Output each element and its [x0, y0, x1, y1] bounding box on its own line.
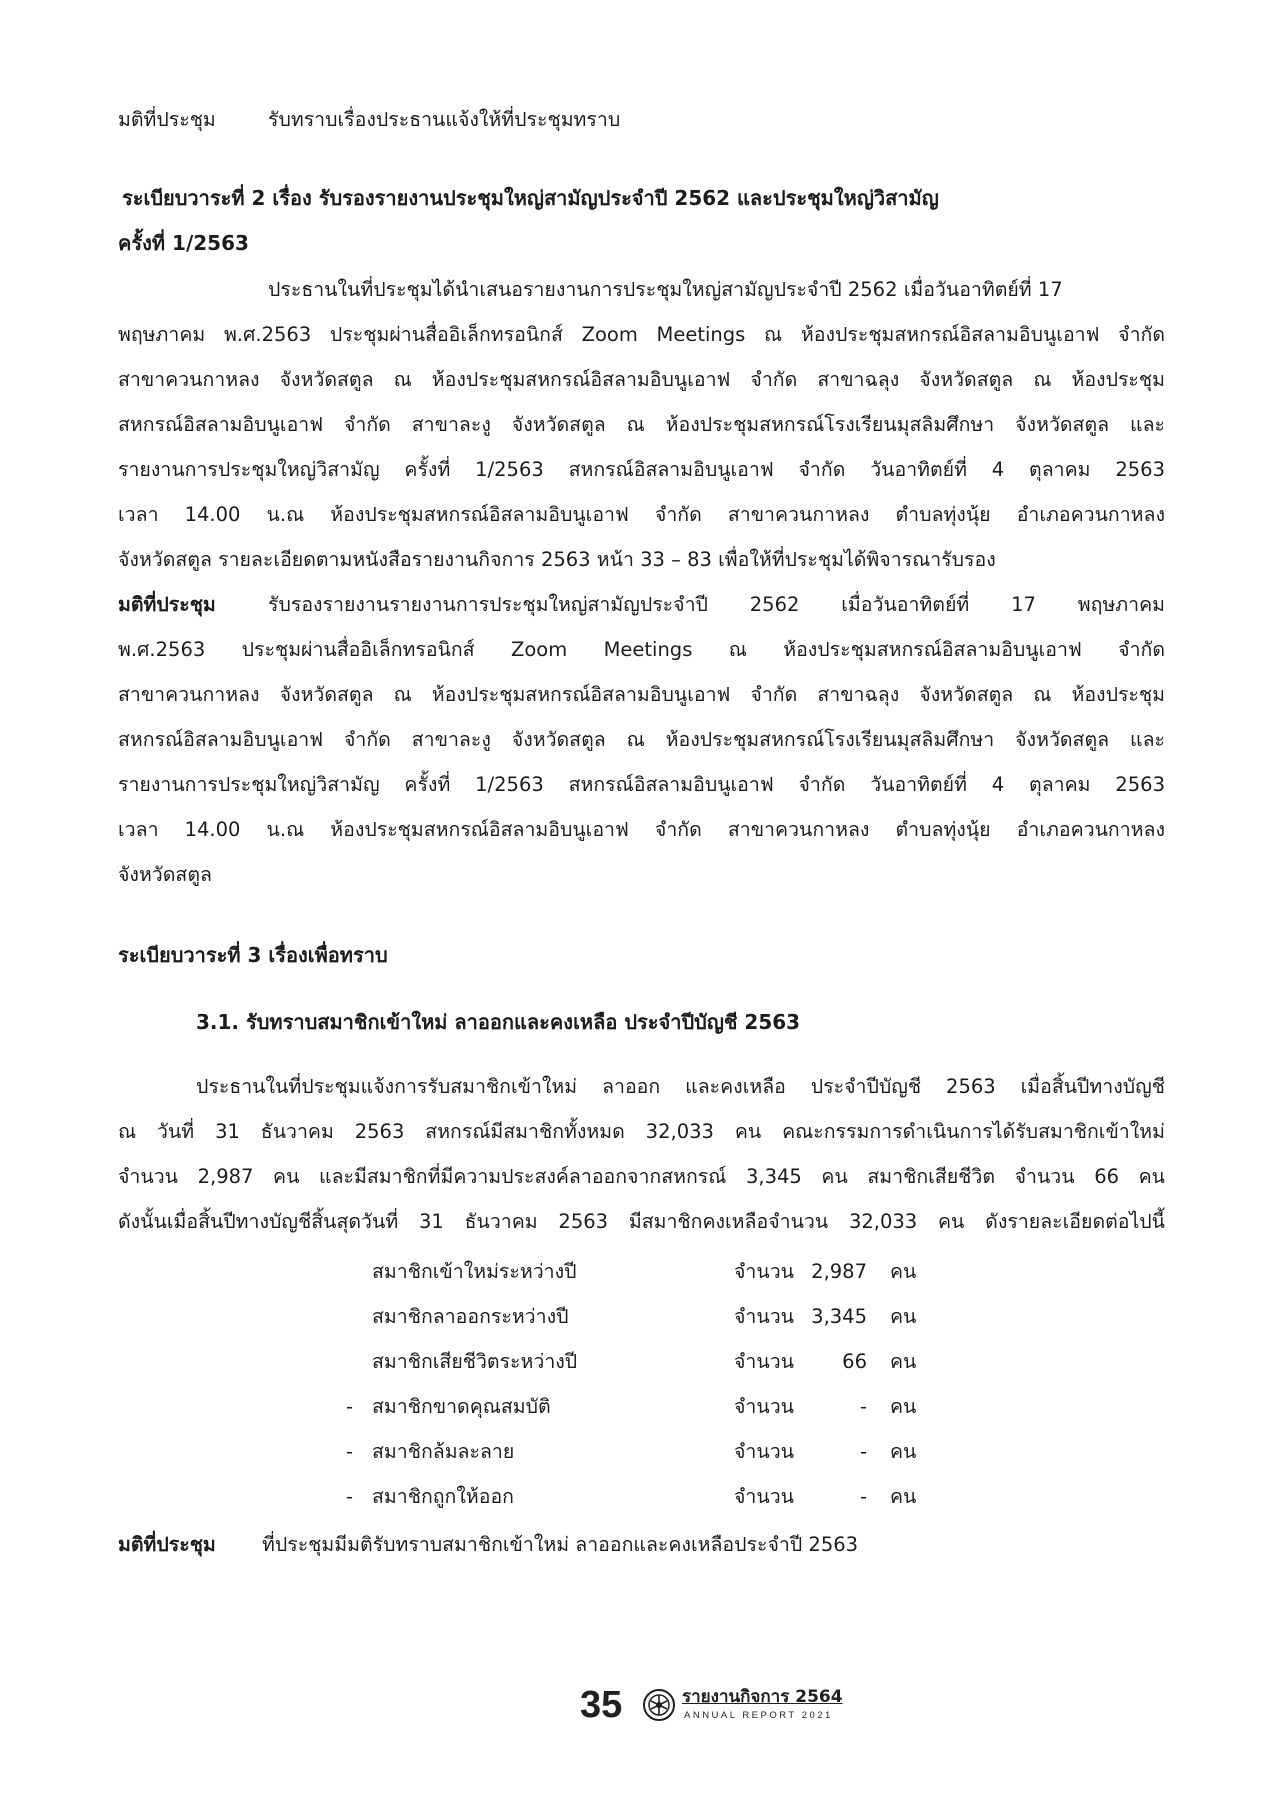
report-title: รายงานกิจการ 2564: [682, 1687, 843, 1707]
agenda2-paragraph-line: สาขาควนกาหลง จังหวัดสตูล ณ ห้องประชุมสหกรณ์อิสลามอิบนูเอาฟ จำกัด สาขาฉลุง จังหวัดสตูล ณ ห้องประชุม: [118, 368, 1165, 391]
row-unit: คน: [890, 1350, 917, 1373]
agenda2-paragraph-line: จังหวัดสตูล รายละเอียดตามหนังสือรายงานกิจการ 2563 หน้า 33 – 83 เพื่อให้ที่ประชุมได้พิจารณารับรอง: [118, 548, 996, 571]
row-name: สมาชิกขาดคุณสมบัติ: [372, 1395, 551, 1418]
row-quantity-value: 2,987: [811, 1260, 867, 1283]
agenda2-resolution-line: เวลา 14.00 น.ณ ห้องประชุมสหกรณ์อิสลามอิบนูเอาฟ จำกัด สาขาควนกาหลง ตำบลทุ่งนุ้ย อำเภอควนกาหลง: [118, 818, 1165, 841]
agenda2-resolution-line: รับรองรายงานรายงานการประชุมใหญ่สามัญประจำปี 2562 เมื่อวันอาทิตย์ที่ 17 พฤษภาคม: [268, 593, 1165, 616]
row-quantity-label: จำนวน: [734, 1440, 794, 1463]
agenda3-heading: ระเบียบวาระที่ 3 เรื่องเพื่อทราบ: [118, 943, 388, 967]
row-dash: -: [346, 1485, 354, 1508]
report-subtitle: ANNUAL REPORT 2021: [684, 1710, 833, 1721]
agenda2-heading-cont: ครั้งที่ 1/2563: [118, 231, 249, 255]
row-quantity-label: จำนวน: [734, 1305, 794, 1328]
member-row: [346, 1256, 936, 1288]
agenda2-resolution-line: รายงานการประชุมใหญ่วิสามัญ ครั้งที่ 1/2563 สหกรณ์อิสลามอิบนูเอาฟ จำกัด วันอาทิตย์ที่ 4 ตุลาคม 2563: [118, 773, 1165, 796]
agenda3-sub-heading: 3.1. รับทราบสมาชิกเข้าใหม่ ลาออกและคงเหลือ ประจำปีบัญชี 2563: [196, 1010, 801, 1034]
agenda3-paragraph-line: ประธานในที่ประชุมแจ้งการรับสมาชิกเข้าใหม่ ลาออก และคงเหลือ ประจำปีบัญชี 2563 เมื่อสิ้นปีทางบัญชี: [196, 1075, 1165, 1098]
agenda2-paragraph-line: สหกรณ์อิสลามอิบนูเอาฟ จำกัด สาขาละงู จังหวัดสตูล ณ ห้องประชุมสหกรณ์โรงเรียนมุสลิมศึกษา จังหวัดสตูล และ: [118, 413, 1165, 436]
row-name: สมาชิกลาออกระหว่างปี: [372, 1305, 569, 1328]
row-quantity-value: -: [859, 1395, 867, 1418]
row-unit: คน: [890, 1440, 917, 1463]
agenda2-paragraph-line: พฤษภาคม พ.ศ.2563 ประชุมผ่านสื่ออิเล็กทรอนิกส์ Zoom Meetings ณ ห้องประชุมสหกรณ์อิสลามอิบนูเอาฟ จำกัด: [118, 323, 1165, 346]
row-name: สมาชิกถูกให้ออก: [372, 1485, 514, 1508]
agenda2-resolution-line: จังหวัดสตูล: [118, 863, 212, 886]
agenda2-resolution-line: สาขาควนกาหลง จังหวัดสตูล ณ ห้องประชุมสหกรณ์อิสลามอิบนูเอาฟ จำกัด สาขาฉลุง จังหวัดสตูล ณ ห้องประชุม: [118, 683, 1165, 706]
row-dash: -: [346, 1395, 354, 1418]
resolution-text: รับทราบเรื่องประธานแจ้งให้ที่ประชุมทราบ: [268, 108, 621, 131]
member-row: [346, 1436, 936, 1468]
agenda2-paragraph-line: รายงานการประชุมใหญ่วิสามัญ ครั้งที่ 1/2563 สหกรณ์อิสลามอิบนูเอาฟ จำกัด วันอาทิตย์ที่ 4 ตุลาคม 2563: [118, 458, 1165, 481]
row-quantity-label: จำนวน: [734, 1395, 794, 1418]
row-unit: คน: [890, 1485, 917, 1508]
row-quantity-label: จำนวน: [734, 1350, 794, 1373]
page-number: 35: [580, 1684, 623, 1726]
row-dash: -: [346, 1440, 354, 1463]
agenda2-resolution-line: สหกรณ์อิสลามอิบนูเอาฟ จำกัด สาขาละงู จังหวัดสตูล ณ ห้องประชุมสหกรณ์โรงเรียนมุสลิมศึกษา จังหวัดสตูล และ: [118, 728, 1165, 751]
page-footer: [580, 1680, 870, 1740]
row-quantity-label: จำนวน: [734, 1260, 794, 1283]
row-quantity-label: จำนวน: [734, 1485, 794, 1508]
resolution-label: มติที่ประชุม: [118, 1533, 216, 1556]
resolution-label: มติที่ประชุม: [118, 593, 216, 616]
agenda3-paragraph-line: ดังนั้นเมื่อสิ้นปีทางบัญชีสิ้นสุดวันที่ 31 ธันวาคม 2563 มีสมาชิกคงเหลือจำนวน 32,033 คน ดังรายละเอียดต่อไปนี้: [118, 1210, 1165, 1233]
member-row: [346, 1301, 936, 1333]
row-unit: คน: [890, 1260, 917, 1283]
agenda2-resolution-line: พ.ศ.2563 ประชุมผ่านสื่ออิเล็กทรอนิกส์ Zoom Meetings ณ ห้องประชุมสหกรณ์อิสลามอิบนูเอาฟ จำกัด: [118, 638, 1165, 661]
agenda3-paragraph-line: ณ วันที่ 31 ธันวาคม 2563 สหกรณ์มีสมาชิกทั้งหมด 32,033 คน คณะกรรมการดำเนินการได้รับสมาชิกเข้าใหม่: [118, 1120, 1165, 1143]
row-quantity-value: -: [859, 1485, 867, 1508]
row-name: สมาชิกล้มละลาย: [372, 1440, 515, 1463]
member-row: [346, 1481, 936, 1513]
row-unit: คน: [890, 1305, 917, 1328]
agenda3-paragraph-line: จำนวน 2,987 คน และมีสมาชิกที่มีความประสงค์ลาออกจากสหกรณ์ 3,345 คน สมาชิกเสียชีวิต จำนวน 66 คน: [118, 1165, 1165, 1188]
row-name: สมาชิกเข้าใหม่ระหว่างปี: [372, 1260, 577, 1283]
row-quantity-value: -: [859, 1440, 867, 1463]
agenda2-paragraph-line: ประธานในที่ประชุมได้นำเสนอรายงานการประชุมใหญ่สามัญประจำปี 2562 เมื่อวันอาทิตย์ที่ 17: [268, 278, 1063, 301]
resolution-text: ที่ประชุมมีมติรับทราบสมาชิกเข้าใหม่ ลาออกและคงเหลือประจำปี 2563: [262, 1533, 859, 1556]
row-quantity-value: 66: [842, 1350, 867, 1373]
agenda2-paragraph-line: เวลา 14.00 น.ณ ห้องประชุมสหกรณ์อิสลามอิบนูเอาฟ จำกัด สาขาควนกาหลง ตำบลทุ่งนุ้ย อำเภอควนกาหลง: [118, 503, 1165, 526]
row-name: สมาชิกเสียชีวิตระหว่างปี: [372, 1350, 578, 1373]
member-row: [346, 1391, 936, 1423]
agenda2-heading: ระเบียบวาระที่ 2 เรื่อง รับรองรายงานประชุมใหญ่สามัญประจำปี 2562 และประชุมใหญ่วิสามัญ: [122, 186, 939, 210]
row-quantity-value: 3,345: [811, 1305, 867, 1328]
row-unit: คน: [890, 1395, 917, 1418]
cooperative-logo-icon: [642, 1688, 676, 1722]
member-row: [346, 1346, 936, 1378]
resolution-label: มติที่ประชุม: [118, 108, 216, 131]
